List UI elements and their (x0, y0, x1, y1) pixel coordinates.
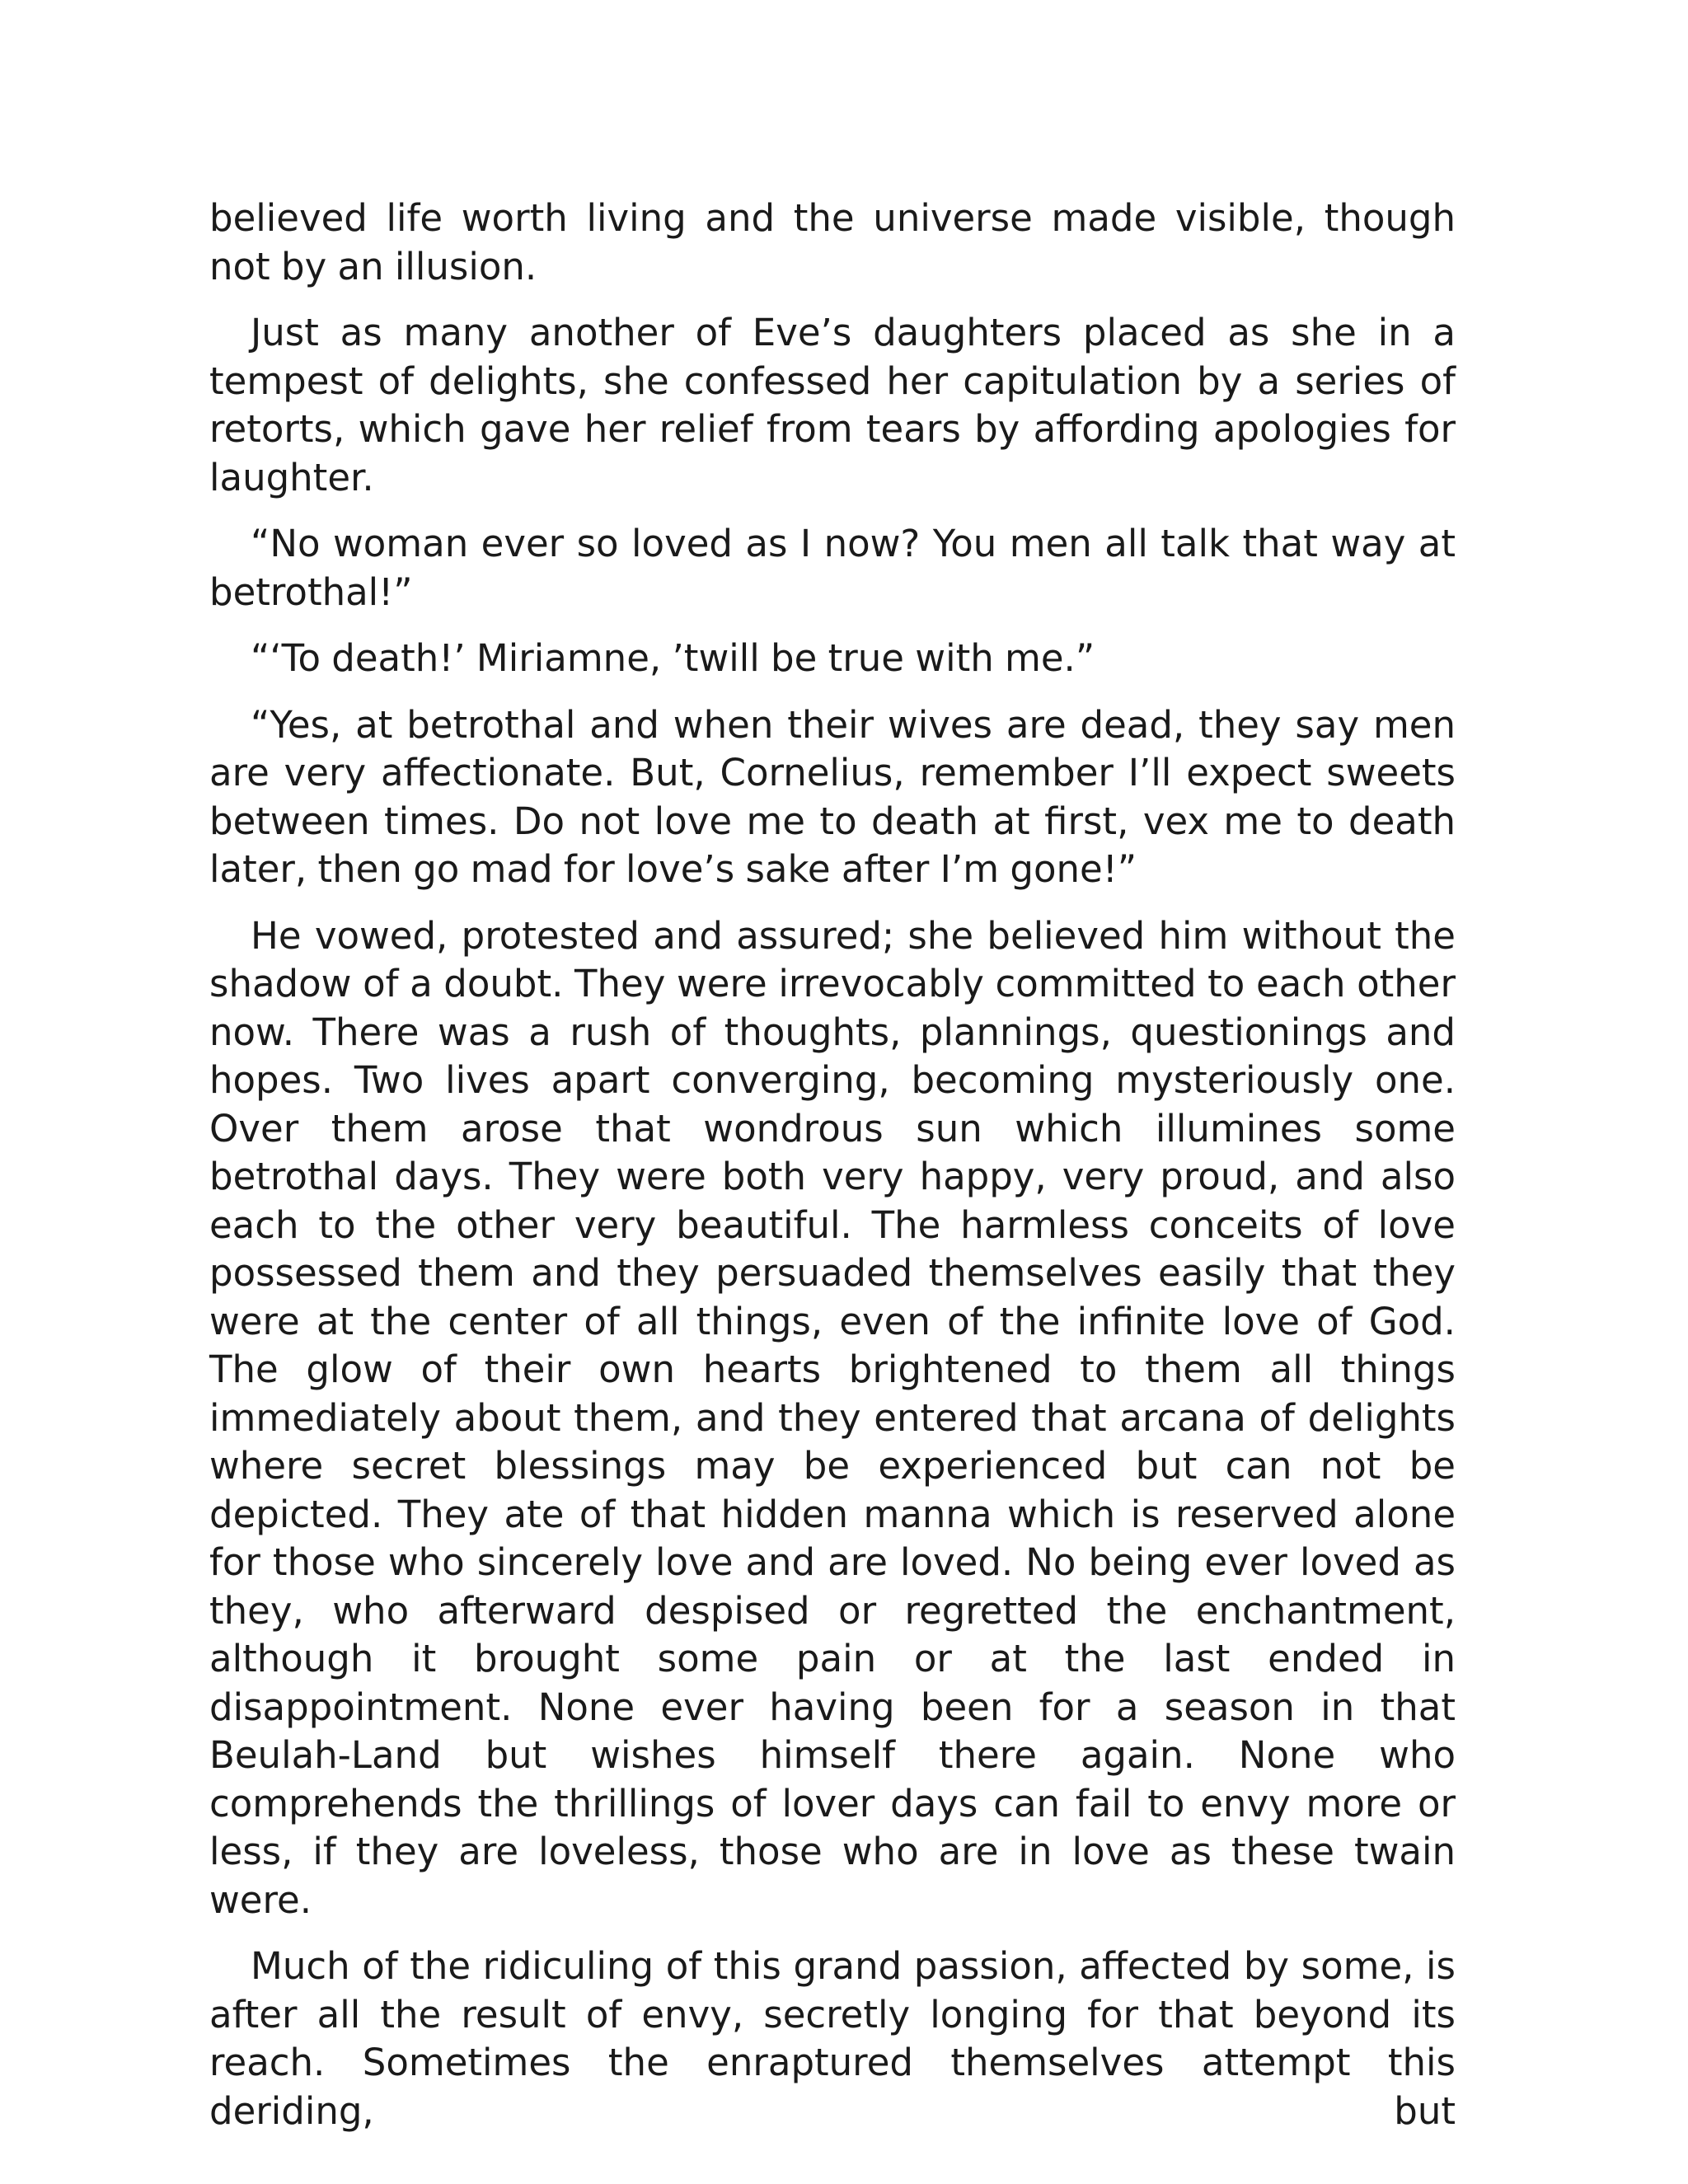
paragraph-7: Much of the ridiculing of this grand passion, affected by some, is after all the result of envy, secretly longing for that beyond its reach. Sometimes the enraptured themselves attempt this deriding, but (209, 1944, 1456, 2133)
paragraph-5: “Yes, at betrothal and when their wives are dead, they say men are very affectionate. But, Cornelius, remember I’ll expect sweets between times. Do not love me to death at first, vex me to death later, then go mad for love’s sake after I’m gone!” (209, 702, 1456, 891)
paragraph-6: He vowed, protested and assured; she believed him without the shadow of a doubt. They were irrevocably committed to each other now. There was a rush of thoughts, plannings, questionings and hopes. Two lives apart converging, becoming mysteriously one. Over them arose that wondrous sun which illumines some betrothal days. They were both very happy, very proud, and also each to the other very beautiful. The harmless conceits of love possessed them and they persuaded themselves easily that they were at the center of all things, even of the infinite love of God. The glow of their own hearts brightened to them all things immediately about them, and they entered that arcana of delights where secret blessings may be experienced but can not be depicted. They ate of that hidden manna which is reserved alone for those who sincerely love and are loved. No being ever loved as they, who afterward despised or regretted the enchantment, although it brought some pain or at the last ended in disappointment. None ever having been for a season in that Beulah-Land but wishes himself there again. None who comprehends the thrillings of lover days can fail to envy more or less, if they are loveless, those who are in love as these twain were. (209, 913, 1456, 1922)
paragraph-2: Just as many another of Eve’s daughters placed as she in a tempest of delights, she confessed her capitulation by a series of retorts, which gave her relief from tears by affording apologies for laughter. (209, 311, 1456, 499)
paragraph-3: “No woman ever so loved as I now? You men all talk that way at betrothal!” (209, 522, 1456, 614)
paragraph-4: “‘To death!’ Miriamne, ’twill be true with me.” (251, 636, 1095, 680)
paragraph-1: believed life worth living and the universe made visible, though not by an illusion. (209, 196, 1456, 288)
page-body (209, 194, 1456, 2154)
